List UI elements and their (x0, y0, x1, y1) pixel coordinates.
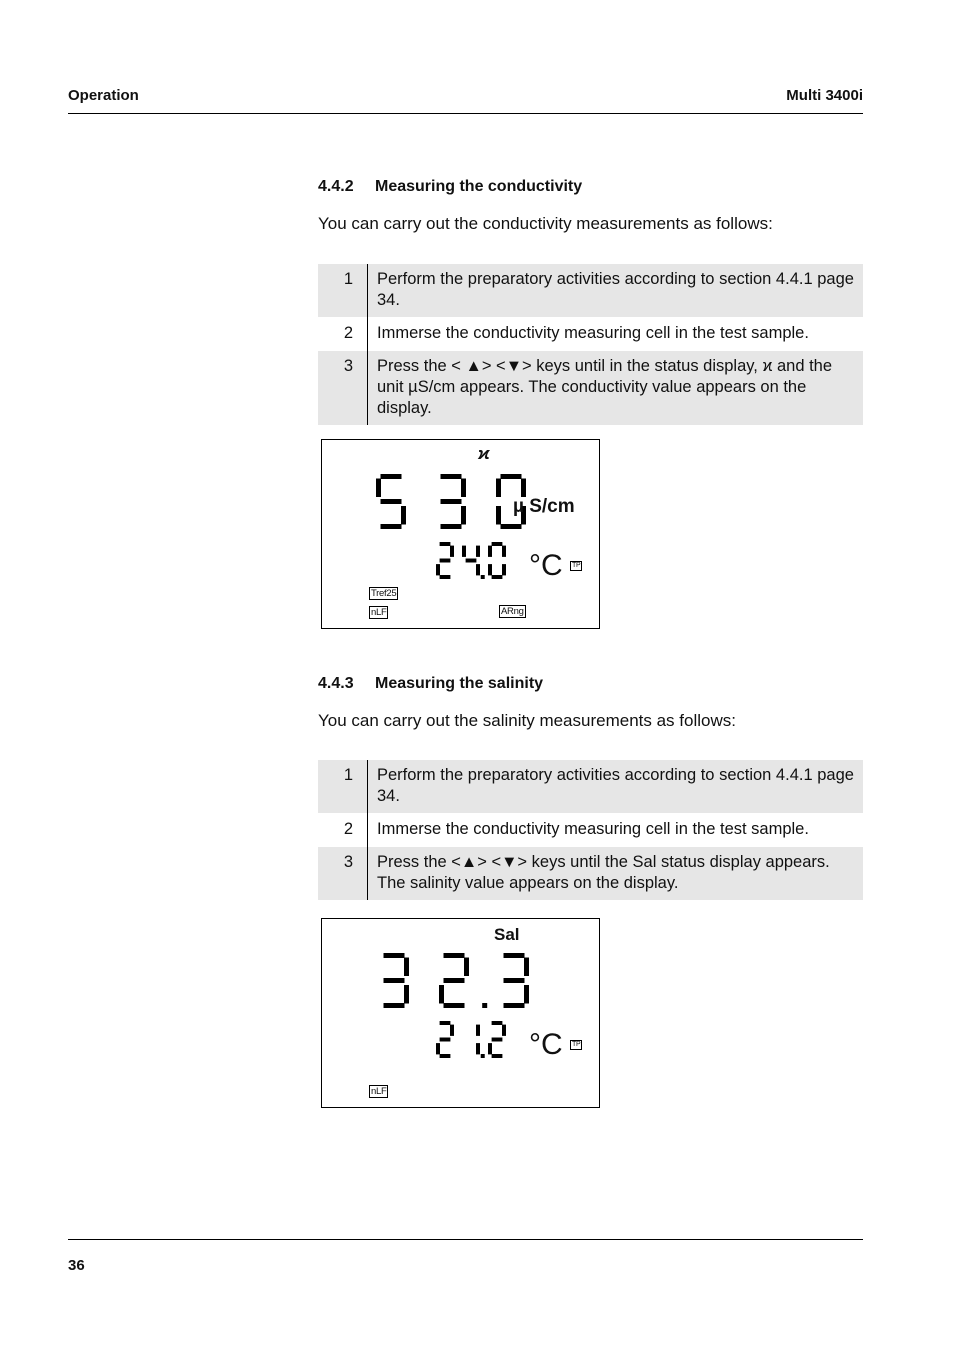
seven-segment-readout (322, 919, 599, 1107)
section-intro: You can carry out the conductivity measurements as follows: (318, 214, 773, 233)
step-text: Perform the preparatory activities according to section 4.4.1 page 34. (368, 760, 864, 814)
section-title: Measuring the conductivity (375, 178, 583, 195)
temp-unit: °C (529, 1028, 563, 1061)
section-number: 4.4.2 (318, 178, 354, 195)
decimal-point-segment (481, 575, 485, 579)
step-number: 1 (318, 760, 368, 814)
seven-segment-readout (322, 440, 599, 628)
step-row (318, 264, 863, 318)
kappa-symbol: ϰ (478, 444, 490, 463)
step-number: 3 (318, 847, 368, 901)
step-number: 2 (318, 814, 368, 847)
step-row (318, 760, 863, 814)
decimal-point-segment (482, 1003, 487, 1008)
header-rule (68, 113, 863, 114)
step-number: 1 (318, 264, 368, 318)
step-row (318, 814, 863, 847)
temp-unit: °C (529, 549, 563, 582)
unit-label: µ S/cm (513, 496, 575, 517)
section-heading (318, 675, 543, 693)
step-text: Press the <▲> <▼> keys until the Sal status display appears. The salinity value appears on the display. (368, 847, 864, 901)
step-number: 3 (318, 351, 368, 426)
tp-indicator: TP (572, 1041, 581, 1048)
step-number: 2 (318, 318, 368, 351)
temperature-digits (438, 544, 504, 579)
section-title: Measuring the salinity (375, 675, 544, 692)
step-text: Immerse the conductivity measuring cell in the test sample. (368, 814, 864, 847)
main-value-digits (379, 477, 524, 527)
sal-indicator: Sal (494, 925, 520, 944)
section-heading (318, 178, 582, 196)
tref-indicator: Tref25 (371, 588, 397, 599)
steps-table (318, 760, 863, 900)
temperature-digits (438, 1023, 504, 1058)
lcd-display-salinity (321, 918, 600, 1108)
lcd-display-conductivity (321, 439, 600, 629)
arng-indicator: ARng (501, 606, 524, 617)
section-intro: You can carry out the salinity measurements as follows: (318, 711, 736, 730)
running-header-product: Multi 3400i (786, 87, 863, 104)
step-text: Immerse the conductivity measuring cell in the test sample. (368, 318, 864, 351)
nlf-indicator: nLF (371, 1086, 387, 1097)
step-row (318, 318, 863, 351)
tp-indicator: TP (572, 562, 581, 569)
page-number: 36 (68, 1257, 85, 1274)
main-value-digits (384, 956, 527, 1009)
steps-table (318, 264, 863, 425)
nlf-indicator: nLF (371, 607, 387, 618)
step-text: Perform the preparatory activities according to section 4.4.1 page 34. (368, 264, 864, 318)
decimal-point-segment (481, 1054, 485, 1058)
step-text: Press the < ▲> <▼> keys until in the status display, ϰ and the unit µS/cm appears. The conductivity value appears on the display. (368, 351, 864, 426)
step-row (318, 847, 863, 901)
step-row (318, 351, 863, 426)
running-header-section: Operation (68, 87, 139, 104)
footer-rule (68, 1239, 863, 1240)
section-number: 4.4.3 (318, 675, 354, 692)
